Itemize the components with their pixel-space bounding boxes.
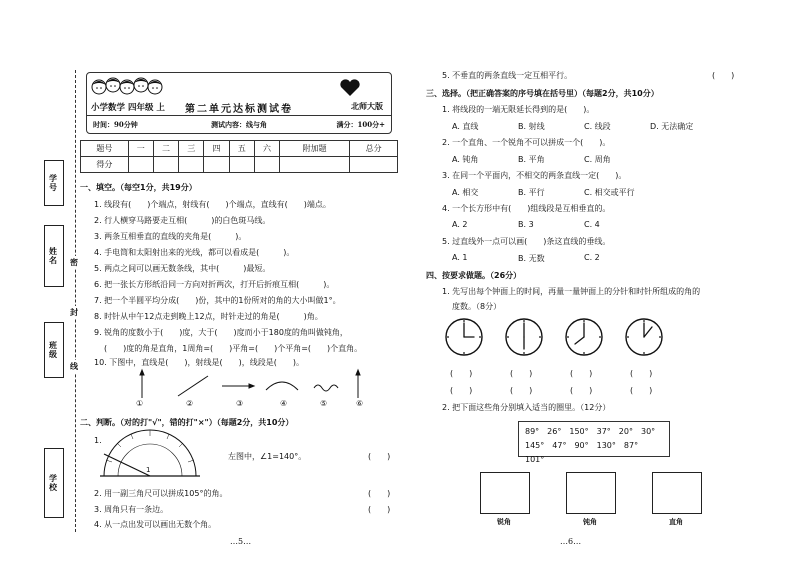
student-id-box [44,160,64,206]
score-cell[interactable] [128,157,153,173]
fill-question-3: 3. 两条互相垂直的直线的夹角是( )。 [94,232,247,241]
choice-option[interactable]: A. 相交 [452,188,479,197]
content-label: 测试内容：线与角 [211,120,267,129]
judge-question-4: 4. 从一点出发可以画出无数个角。 [94,520,217,529]
score-table-score-row [81,157,398,173]
clock-answer-bracket[interactable]: ( ) [450,369,473,378]
school-label: 学校 [48,474,59,492]
bind-char-envelope: 封 [70,307,78,317]
choice-option[interactable]: C. 线段 [584,122,611,131]
table-cell: 四 [204,141,229,157]
choice-option[interactable]: C. 2 [584,253,600,262]
acute-angle-box[interactable] [480,472,530,514]
angle-1-label: 1 [146,466,151,474]
score-table-header-row [81,141,398,157]
figure-label-6: ⑥ [356,399,364,408]
obtuse-angle-box[interactable] [566,472,616,514]
choice-option[interactable]: A. 1 [452,253,468,262]
choice-option[interactable]: B. 平角 [518,155,545,164]
score-cell[interactable] [204,157,229,173]
choice-option[interactable]: B. 平行 [518,188,545,197]
figure-label-4: ④ [280,399,288,408]
table-cell: 得分 [81,157,129,173]
figure-label-5: ⑤ [320,399,328,408]
line-figures-icon [130,368,370,410]
choice-option[interactable]: B. 3 [518,220,534,229]
section-3-title: 三、选择。（把正确答案的序号填在括号里）（每题2分，共10分） [426,89,659,98]
clock-answer-bracket[interactable]: ( ) [510,369,533,378]
class-label: 班级 [48,341,59,359]
table-cell: 三 [179,141,204,157]
task-question-1: 1. 先写出每个钟面上的时间，再量一量钟面上的分针和时针所组成的角的 [442,287,701,296]
kids-illustration-icon [89,75,179,99]
clock-answer-bracket[interactable]: ( ) [570,369,593,378]
task-question-2: 2. 把下面这些角分别填入适当的圈里。（12分） [442,403,611,412]
clock-answer-bracket[interactable]: ( ) [510,386,533,395]
score-cell[interactable] [229,157,254,173]
right-angle-label: 直角 [669,517,683,526]
edition-label: 北师大版 [351,101,383,111]
judge-question-2: 2. 用一副三角尺可以拼成105°的角。 [94,489,228,498]
fill-question-5: 5. 两点之间可以画无数条线，其中( )最短。 [94,264,271,273]
bind-char-seal: 密 [70,257,78,267]
score-cell[interactable] [254,157,279,173]
choice-option[interactable]: D. 无法确定 [650,122,694,131]
obtuse-angle-label: 钝角 [583,517,597,526]
answer-bracket[interactable]: ( ) [368,452,391,461]
student-id-label: 学号 [48,174,59,192]
subject-label: 小学数学 四年级 上 [91,103,165,113]
choice-question-5: 5. 过直线外一点可以画( )条这直线的垂线。 [442,237,611,246]
acute-angle-label: 锐角 [497,517,511,526]
figure-label-1: ① [136,399,144,408]
choice-option[interactable]: B. 射线 [518,122,545,131]
fill-question-9-cont: ( )度的角是直角，1周角=( )平角=( )个平角=( )个直角。 [104,344,363,353]
clock-answer-bracket[interactable]: ( ) [630,386,653,395]
angle-values-box [518,421,670,464]
fill-question-7: 7. 把一个半圆平均分成( )份，其中的1份所对的角的大小叫做1°。 [94,296,341,305]
exam-header [86,72,392,134]
choice-question-2: 2. 一个直角、一个锐角不可以拼成一个( )。 [442,138,611,147]
choice-question-3: 3. 在同一个平面内，不相交的两条直线一定( )。 [442,171,627,180]
school-box [44,448,64,518]
table-cell: 六 [254,141,279,157]
answer-bracket[interactable]: ( ) [712,71,735,80]
name-label: 姓名 [48,247,59,265]
clock-answer-bracket[interactable]: ( ) [450,386,473,395]
score-table [80,140,398,173]
fill-question-8: 8. 时针从中午12点走到晚上12点，时针走过的角是( )角。 [94,312,323,321]
fill-question-4: 4. 手电筒和太阳射出来的光线，都可以看成是( )。 [94,248,295,257]
exam-title: 第二单元达标测试卷 [185,104,293,115]
score-cell[interactable] [179,157,204,173]
judge-question-1-num: 1. [94,436,102,445]
choice-option[interactable]: A. 直线 [452,122,479,131]
score-cell[interactable] [153,157,178,173]
fill-question-9: 9. 锐角的度数小于( )度，大于( )度而小于180度的角叫做钝角， [94,328,348,337]
choice-option[interactable]: A. 2 [452,220,468,229]
choice-option[interactable]: B. 无数 [518,254,545,263]
task-question-1-cont: 度数。（8分） [452,302,502,311]
table-cell: 总分 [350,141,398,157]
right-angle-box[interactable] [652,472,702,514]
header-divider [87,115,391,116]
score-cell[interactable] [350,157,398,173]
table-cell: 一 [128,141,153,157]
judge-question-3: 3. 周角只有一条边。 [94,505,169,514]
clock-faces [444,317,674,357]
fill-question-10: 10. 下图中，直线是( )，射线是( )，线段是( )。 [94,358,304,367]
score-cell[interactable] [280,157,350,173]
time-label: 时间：90分钟 [93,120,138,129]
heart-icon [339,79,361,97]
choice-option[interactable]: C. 4 [584,220,600,229]
judge-question-5: 5. 不垂直的两条直线一定互相平行。 [442,71,573,80]
bind-char-line: 线 [70,361,78,371]
choice-question-4: 4. 一个长方形中有( )组线段是互相垂直的。 [442,204,611,213]
clock-answer-bracket[interactable]: ( ) [570,386,593,395]
choice-option[interactable]: A. 钝角 [452,155,479,164]
judge-question-1: 左图中，∠1=140°。 [228,452,307,461]
figure-label-2: ② [186,399,194,408]
angle-values-row: 89° 26° 150° 37° 20° 30° [525,427,656,436]
choice-option[interactable]: C. 相交或平行 [584,188,635,197]
fill-question-1: 1. 线段有( )个端点，射线有( )个端点，直线有( )端点。 [94,200,331,209]
full-score-label: 满分：100分+ [336,120,385,129]
table-cell: 题号 [81,141,129,157]
table-cell: 五 [229,141,254,157]
fill-question-2: 2. 行人横穿马路要走互相( )的白色斑马线。 [94,216,271,225]
section-4-title: 四、按要求做题。（26分） [426,271,522,280]
clock-answer-bracket[interactable]: ( ) [630,369,653,378]
table-cell: 附加题 [280,141,350,157]
choice-option[interactable]: C. 周角 [584,155,611,164]
fill-question-6: 6. 把一张长方形纸沿同一方向对折两次，打开后折痕互相( )。 [94,280,335,289]
section-2-title: 二、判断。（对的打"√"，错的打"×"）（每题2分，共10分） [80,418,294,427]
name-box [44,225,64,287]
figure-label-3: ③ [236,399,244,408]
answer-bracket[interactable]: ( ) [368,489,391,498]
binding-line [75,70,76,532]
page-number-left: …5… [230,537,252,546]
choice-question-1: 1. 将线段的一端无限延长得到的是( )。 [442,105,595,114]
angle-values-row: 145° 47° 90° 130° 87° 101° [525,441,647,464]
section-1-title: 一、填空。（每空1分，共19分） [80,183,197,192]
table-cell: 二 [153,141,178,157]
page-number-right: …6… [560,537,582,546]
class-box [44,322,64,378]
answer-bracket[interactable]: ( ) [368,505,391,514]
